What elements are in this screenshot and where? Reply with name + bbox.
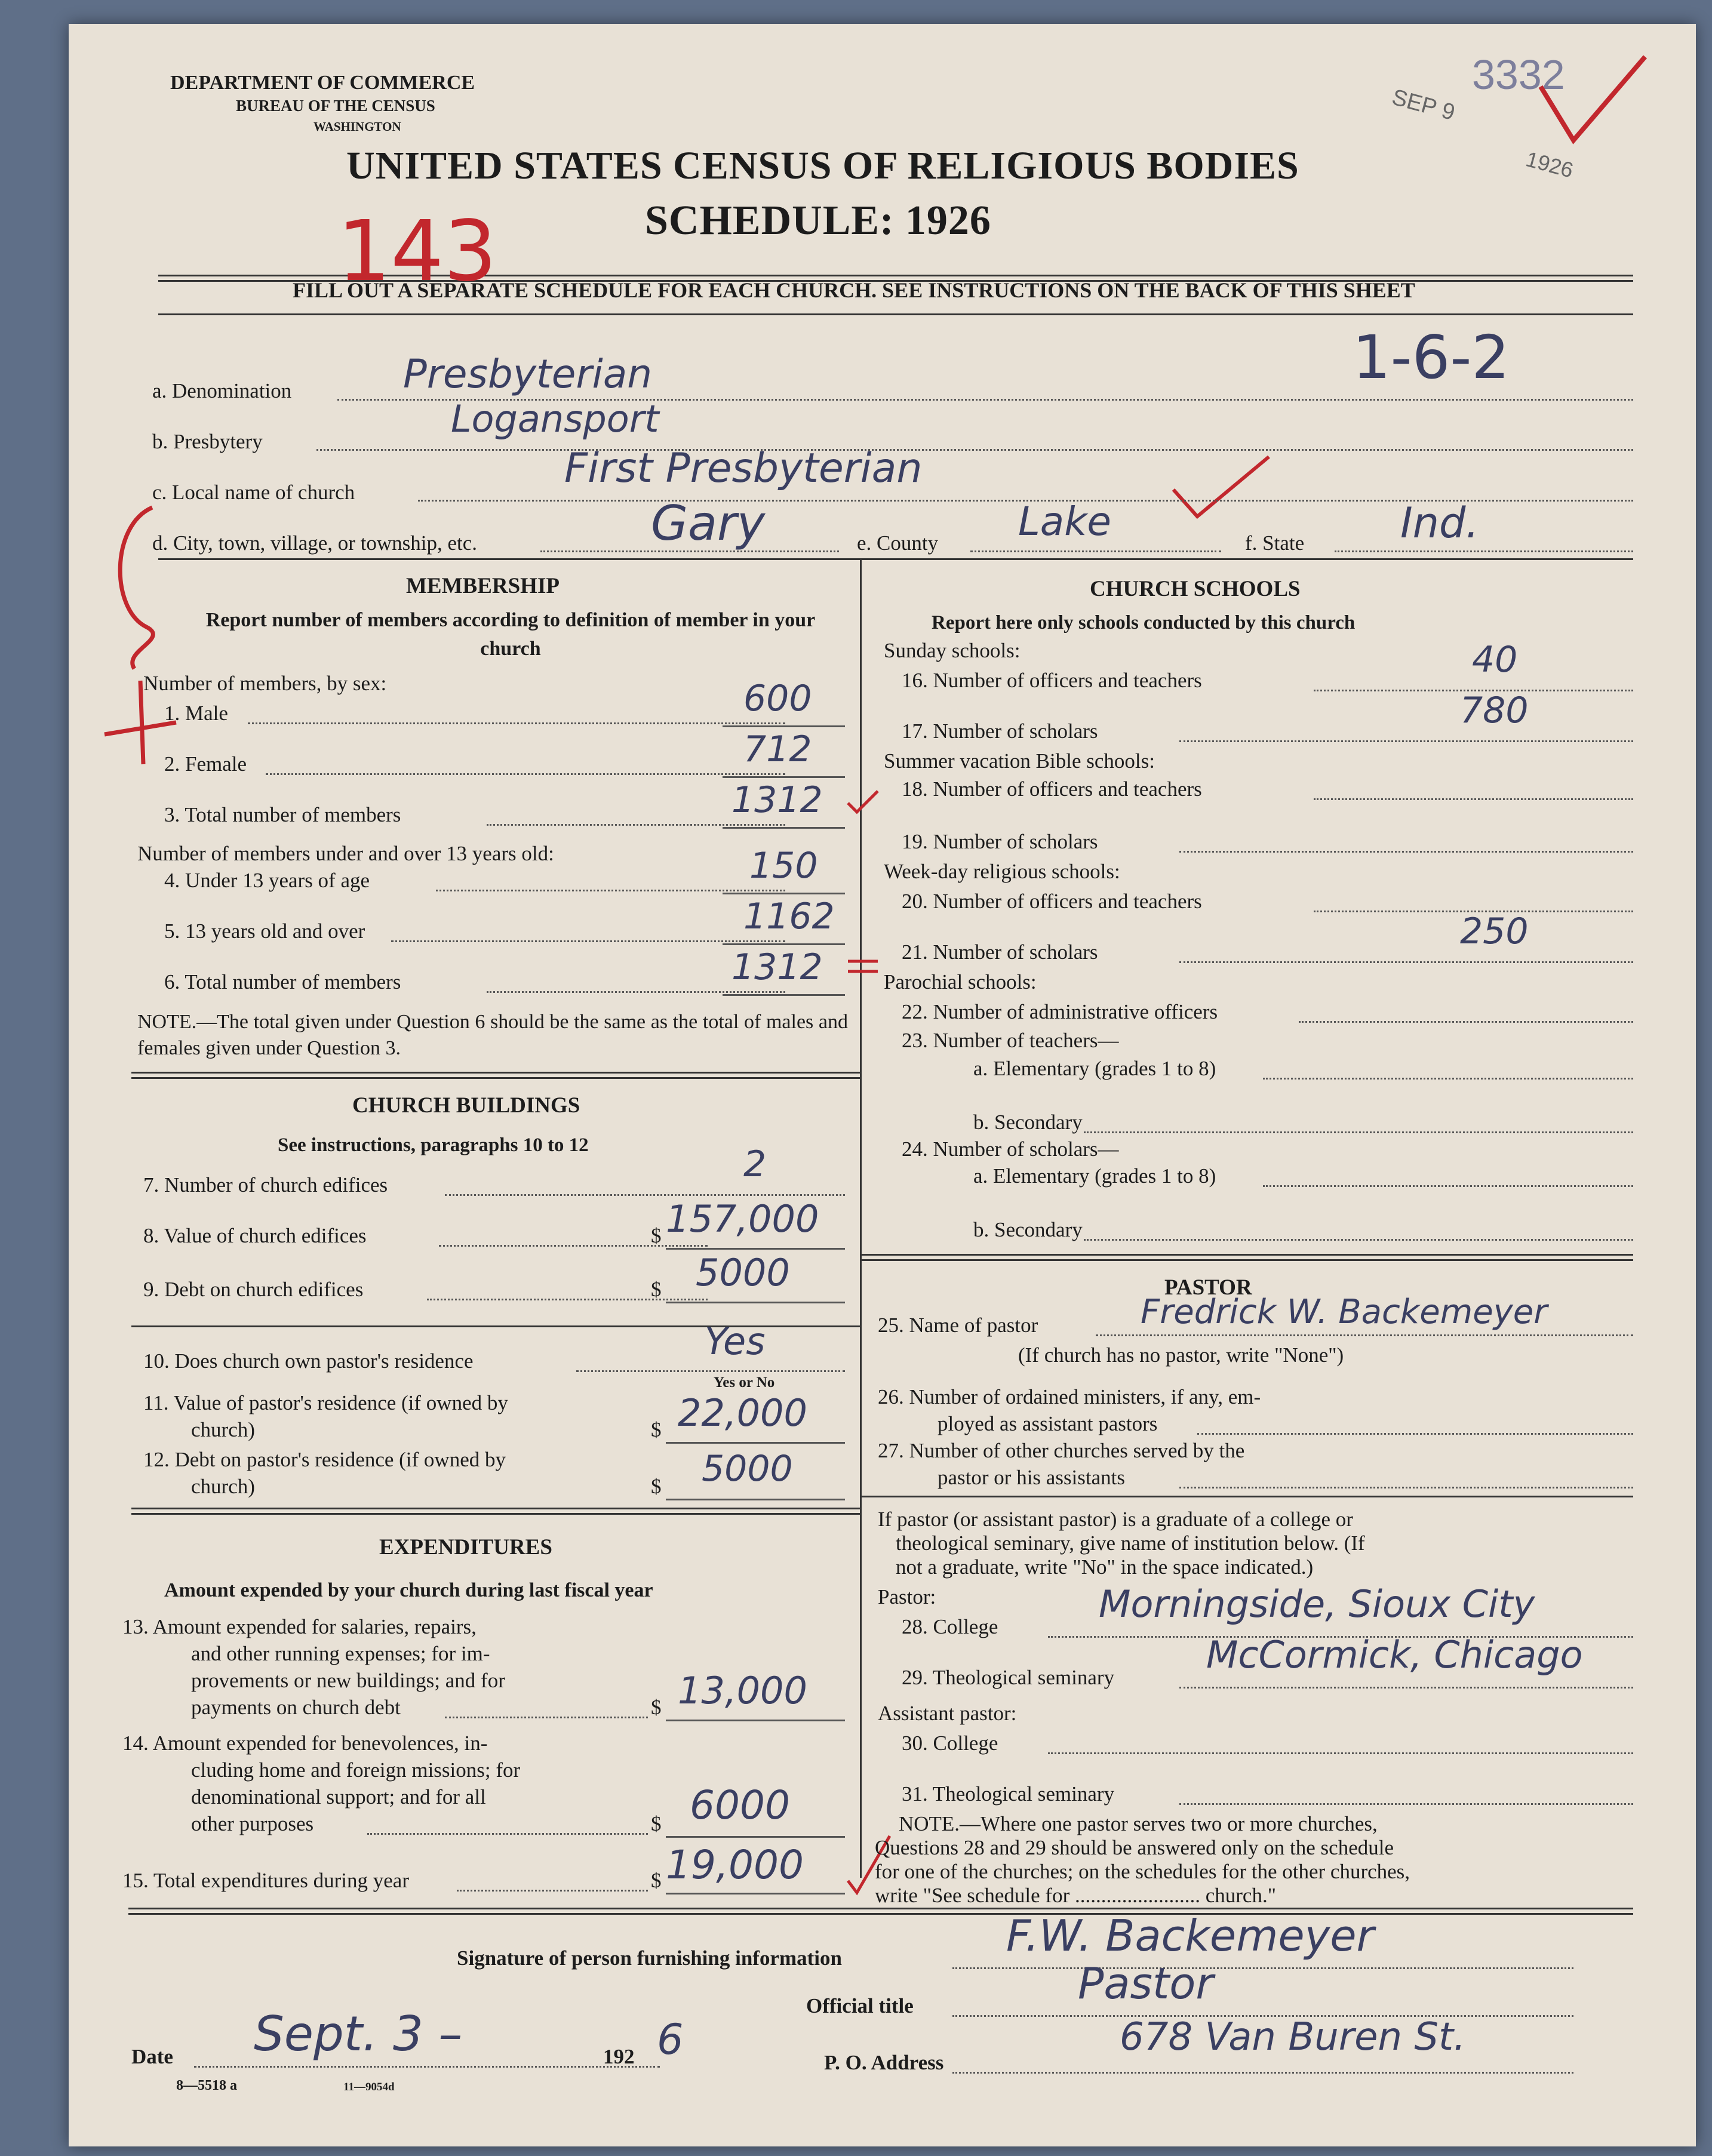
under13-value[interactable]: 150 [749, 845, 818, 887]
membership-note: NOTE.—The total given under Question 6 should be the same as the total of males and females given under Question 3. [137, 1011, 848, 1059]
presbytery-line [316, 449, 1633, 451]
year-digit[interactable]: 6 [657, 2015, 684, 2064]
state-label: f. State [1245, 531, 1305, 555]
q9-entry-line [666, 1302, 845, 1303]
received-stamp-year: 1926 [1523, 146, 1576, 183]
q11-dollar: $ [651, 1418, 662, 1441]
q30-dots [1048, 1752, 1633, 1754]
pastor-note-4: write "See schedule for ........................ church." [875, 1884, 1277, 1907]
q12-value[interactable]: 5000 [702, 1448, 793, 1490]
q11-label-line1: 11. Value of pastor's residence (if owned by [143, 1391, 508, 1414]
county-label: e. County [857, 531, 939, 555]
q13-line4: payments on church debt [191, 1696, 401, 1719]
stamp-number: 3332 [1472, 51, 1565, 98]
q9-dollar: $ [651, 1278, 662, 1301]
male-value[interactable]: 600 [743, 678, 812, 719]
red-checkmark-icon [1532, 51, 1651, 152]
male-entry-line [723, 725, 845, 727]
q29-label: 29. Theological seminary [902, 1666, 1115, 1689]
header-bottom-rule [158, 313, 1633, 315]
schools-subtitle: Report here only schools conducted by this church [932, 612, 1356, 633]
pastor-heading: PASTOR [1164, 1275, 1252, 1300]
q30-label: 30. College [902, 1731, 998, 1755]
q22-dots [1299, 1021, 1633, 1023]
footer-top-rule [128, 1908, 1633, 1915]
city-label: d. City, town, village, or township, etc. [152, 531, 478, 555]
county-value[interactable]: Lake [1018, 499, 1112, 545]
q12-label-line2: church) [191, 1475, 255, 1498]
q14-dots [367, 1833, 648, 1835]
schools-heading: CHURCH SCHOOLS [1090, 577, 1301, 601]
form-instruction: FILL OUT A SEPARATE SCHEDULE FOR EACH CHURCH. SEE INSTRUCTIONS ON THE BACK OF THIS SHEET [293, 278, 1415, 302]
total6-entry-line [723, 994, 845, 996]
q26-line2: ployed as assistant pastors [938, 1412, 1158, 1435]
q19-dots [1179, 851, 1633, 853]
official-title-label: Official title [806, 1994, 914, 2017]
total3-dots [487, 824, 785, 826]
pastor-note-3: for one of the churches; on the schedules for the other churches, [875, 1860, 1410, 1883]
q18-label: 18. Number of officers and teachers [902, 777, 1202, 801]
q15-dollar: $ [651, 1869, 662, 1892]
q22-label: 22. Number of administrative officers [902, 1000, 1218, 1023]
q8-dots [439, 1245, 708, 1247]
female-entry-line [723, 776, 845, 778]
female-label: 2. Female [164, 752, 247, 776]
q26-dots [1197, 1433, 1633, 1435]
q21-dots [1179, 961, 1633, 963]
q28-label: 28. College [902, 1615, 998, 1638]
assistant-pastor-subheading: Assistant pastor: [878, 1702, 1017, 1725]
q24b-dots [1084, 1239, 1633, 1241]
under13-entry-line [723, 893, 845, 894]
q14-dollar: $ [651, 1812, 662, 1835]
buildings-bottom-rule [131, 1508, 860, 1515]
year-prefix: 192 [603, 2045, 635, 2068]
over13-entry-line [723, 943, 845, 945]
department-name: DEPARTMENT OF COMMERCE [170, 72, 475, 94]
vacation-schools-label: Summer vacation Bible schools: [884, 749, 1155, 773]
total6-value[interactable]: 1312 [731, 946, 823, 988]
q23a-dots [1263, 1078, 1633, 1079]
date-line [194, 2066, 660, 2068]
sunday-schools-label: Sunday schools: [884, 639, 1021, 662]
red-equal-mark-icon [845, 952, 881, 982]
q27-rule [860, 1496, 1633, 1497]
q7-value[interactable]: 2 [743, 1143, 767, 1185]
q17-value[interactable]: 780 [1460, 690, 1529, 731]
bureau-name: BUREAU OF THE CENSUS [236, 97, 435, 115]
q11-entry-line [666, 1442, 845, 1444]
q12-entry-line [666, 1499, 845, 1500]
q13-dollar: $ [651, 1696, 662, 1719]
q13-dots [445, 1717, 648, 1718]
q23-label: 23. Number of teachers— [902, 1029, 1119, 1052]
local-name-value[interactable]: First Presbyterian [564, 445, 923, 492]
q13-entry-line [666, 1720, 845, 1721]
q28-value[interactable]: Morningside, Sioux City [1099, 1582, 1535, 1626]
under13-dots [436, 890, 785, 891]
presbytery-value[interactable]: Logansport [451, 397, 659, 441]
under13-label: 4. Under 13 years of age [164, 869, 370, 892]
q14-entry-line [666, 1836, 845, 1838]
q15-label: 15. Total expenditures during year [122, 1869, 409, 1892]
q11-value[interactable]: 22,000 [678, 1391, 807, 1435]
q25-hint: (If church has no pastor, write "None") [1018, 1343, 1344, 1367]
q18-dots [1314, 798, 1633, 800]
state-line [1335, 550, 1633, 552]
q7-label: 7. Number of church edifices [143, 1173, 388, 1197]
q16-value[interactable]: 40 [1472, 639, 1518, 681]
q13-line1: 13. Amount expended for salaries, repairs, [122, 1615, 477, 1638]
received-stamp-date: SEP 9 [1389, 84, 1458, 126]
total3-value[interactable]: 1312 [731, 779, 823, 821]
buildings-subtitle: See instructions, paragraphs 10 to 12 [278, 1134, 589, 1156]
official-title-value[interactable]: Pastor [1078, 1958, 1213, 2009]
q26-line1: 26. Number of ordained ministers, if any, em- [878, 1385, 1261, 1408]
po-address-line [952, 2072, 1573, 2074]
q31-label: 31. Theological seminary [902, 1782, 1115, 1806]
q23a-label: a. Elementary (grades 1 to 8) [973, 1057, 1216, 1080]
q31-dots [1179, 1803, 1633, 1805]
female-dots [266, 773, 785, 775]
q20-label: 20. Number of officers and teachers [902, 890, 1202, 913]
q10-hint: Yes or No [714, 1374, 775, 1391]
q15-value[interactable]: 19,000 [666, 1842, 804, 1888]
q8-dollar: $ [651, 1224, 662, 1247]
bureau-city: WASHINGTON [313, 119, 401, 134]
form-title: UNITED STATES CENSUS OF RELIGIOUS BODIES [346, 144, 1299, 187]
po-address-value[interactable]: 678 Van Buren St. [1120, 2015, 1466, 2059]
q27-dots [1179, 1487, 1633, 1488]
male-dots [248, 722, 785, 724]
q8-value[interactable]: 157,000 [666, 1197, 819, 1241]
q9-label: 9. Debt on church edifices [143, 1278, 364, 1301]
signature-label: Signature of person furnishing information [457, 1946, 842, 1970]
q25-label: 25. Name of pastor [878, 1314, 1038, 1337]
schools-bottom-rule [860, 1254, 1633, 1261]
q15-entry-line [666, 1893, 845, 1894]
q24a-dots [1263, 1185, 1633, 1187]
q7-dots [445, 1194, 845, 1196]
q14-value[interactable]: 6000 [690, 1782, 790, 1828]
column-divider [860, 558, 862, 1878]
over13-label: 5. 13 years old and over [164, 919, 365, 943]
q25-dots [1096, 1334, 1633, 1336]
q23b-label: b. Secondary [973, 1111, 1083, 1134]
presbytery-label: b. Presbytery [152, 430, 263, 453]
q24b-label: b. Secondary [973, 1218, 1083, 1241]
q19-label: 19. Number of scholars [902, 830, 1098, 853]
pastor-subheading: Pastor: [878, 1585, 936, 1608]
expenditures-subtitle: Amount expended by your church during last fiscal year [164, 1579, 653, 1601]
q9-value[interactable]: 5000 [696, 1251, 790, 1294]
over13-dots [391, 940, 785, 942]
census-schedule-sheet [69, 24, 1696, 2146]
schedule-number-annotation: 143 [337, 203, 497, 300]
q13-line2: and other running expenses; for im- [191, 1642, 490, 1665]
q29-dots [1179, 1687, 1633, 1688]
total6-label: 6. Total number of members [164, 970, 401, 994]
over13-value[interactable]: 1162 [743, 896, 835, 937]
red-tick-icon [845, 788, 881, 818]
q25-value[interactable]: Fredrick W. Backemeyer [1141, 1293, 1548, 1331]
identity-bottom-rule [158, 558, 1633, 560]
total6-dots [487, 991, 785, 993]
date-value[interactable]: Sept. 3 – [254, 2006, 463, 2062]
membership-intro: Report number of members according to definition of member in your church [205, 609, 816, 660]
q14-line4: other purposes [191, 1812, 314, 1835]
parochial-schools-label: Parochial schools: [884, 970, 1037, 994]
q21-value[interactable]: 250 [1460, 911, 1529, 952]
q10-dots [576, 1370, 845, 1372]
q16-label: 16. Number of officers and teachers [902, 669, 1202, 692]
county-line [970, 550, 1221, 552]
pastor-note-2: Questions 28 and 29 should be answered only on the schedule [875, 1836, 1394, 1859]
graduate-instruction-1: If pastor (or assistant pastor) is a graduate of a college or [878, 1508, 1353, 1531]
total3-label: 3. Total number of members [164, 803, 401, 826]
state-value[interactable]: Ind. [1400, 499, 1479, 548]
members-by-sex-label: Number of members, by sex: [143, 672, 387, 695]
q27-line2: pastor or his assistants [938, 1466, 1126, 1489]
buildings-heading: CHURCH BUILDINGS [352, 1093, 580, 1118]
classification-code: 1-6-2 [1353, 322, 1510, 392]
q11-label-line2: church) [191, 1418, 255, 1441]
female-value[interactable]: 712 [743, 728, 812, 770]
expenditures-heading: EXPENDITURES [379, 1535, 552, 1560]
q8-entry-line [666, 1248, 845, 1250]
q12-dollar: $ [651, 1475, 662, 1498]
q12-label-line1: 12. Debt on pastor's residence (if owned by [143, 1448, 506, 1471]
date-label: Date [131, 2045, 173, 2068]
q24-label: 24. Number of scholars— [902, 1137, 1119, 1161]
q17-label: 17. Number of scholars [902, 719, 1098, 743]
q21-label: 21. Number of scholars [902, 940, 1098, 964]
by-age-label: Number of members under and over 13 years old: [137, 842, 554, 865]
graduate-instruction-3: not a graduate, write "No" in the space indicated.) [896, 1555, 1314, 1579]
q14-line1: 14. Amount expended for benevolences, in- [122, 1731, 488, 1755]
denomination-value[interactable]: Presbyterian [403, 351, 653, 397]
q29-value[interactable]: McCormick, Chicago [1206, 1633, 1583, 1677]
pastor-note-1: NOTE.—Where one pastor serves two or more churches, [899, 1812, 1378, 1835]
q23b-dots [1084, 1131, 1633, 1133]
q27-line1: 27. Number of other churches served by the [878, 1439, 1245, 1462]
q13-value[interactable]: 13,000 [678, 1669, 807, 1712]
graduate-instruction-2: theological seminary, give name of institution below. (If [896, 1531, 1365, 1555]
weekday-schools-label: Week-day religious schools: [884, 860, 1120, 883]
q14-line3: denominational support; and for all [191, 1785, 486, 1809]
signature-value[interactable]: F.W. Backemeyer [1006, 1911, 1375, 1961]
signature-line [952, 1967, 1573, 1969]
q24a-label: a. Elementary (grades 1 to 8) [973, 1164, 1216, 1188]
q9-dots [427, 1299, 708, 1300]
male-label: 1. Male [164, 702, 228, 725]
form-number-2: 11—9054d [343, 2081, 395, 2093]
po-address-label: P. O. Address [824, 2051, 944, 2074]
local-name-label: c. Local name of church [152, 481, 355, 504]
q14-line2: cluding home and foreign missions; for [191, 1758, 521, 1782]
red-checkmark-county-icon [1167, 454, 1275, 525]
form-schedule-year: SCHEDULE: 1926 [645, 198, 991, 244]
membership-heading: MEMBERSHIP [406, 574, 560, 598]
total3-entry-line [723, 827, 845, 829]
membership-bottom-rule [131, 1072, 860, 1079]
q13-line3: provements or new buildings; and for [191, 1669, 505, 1692]
city-value[interactable]: Gary [651, 496, 766, 551]
q10-value[interactable]: Yes [705, 1320, 766, 1363]
denomination-label: a. Denomination [152, 379, 292, 402]
form-number-1: 8—5518 a [176, 2078, 237, 2093]
q17-dots [1179, 740, 1633, 742]
q10-label: 10. Does church own pastor's residence [143, 1349, 474, 1373]
q15-dots [457, 1890, 648, 1892]
q8-label: 8. Value of church edifices [143, 1224, 367, 1247]
